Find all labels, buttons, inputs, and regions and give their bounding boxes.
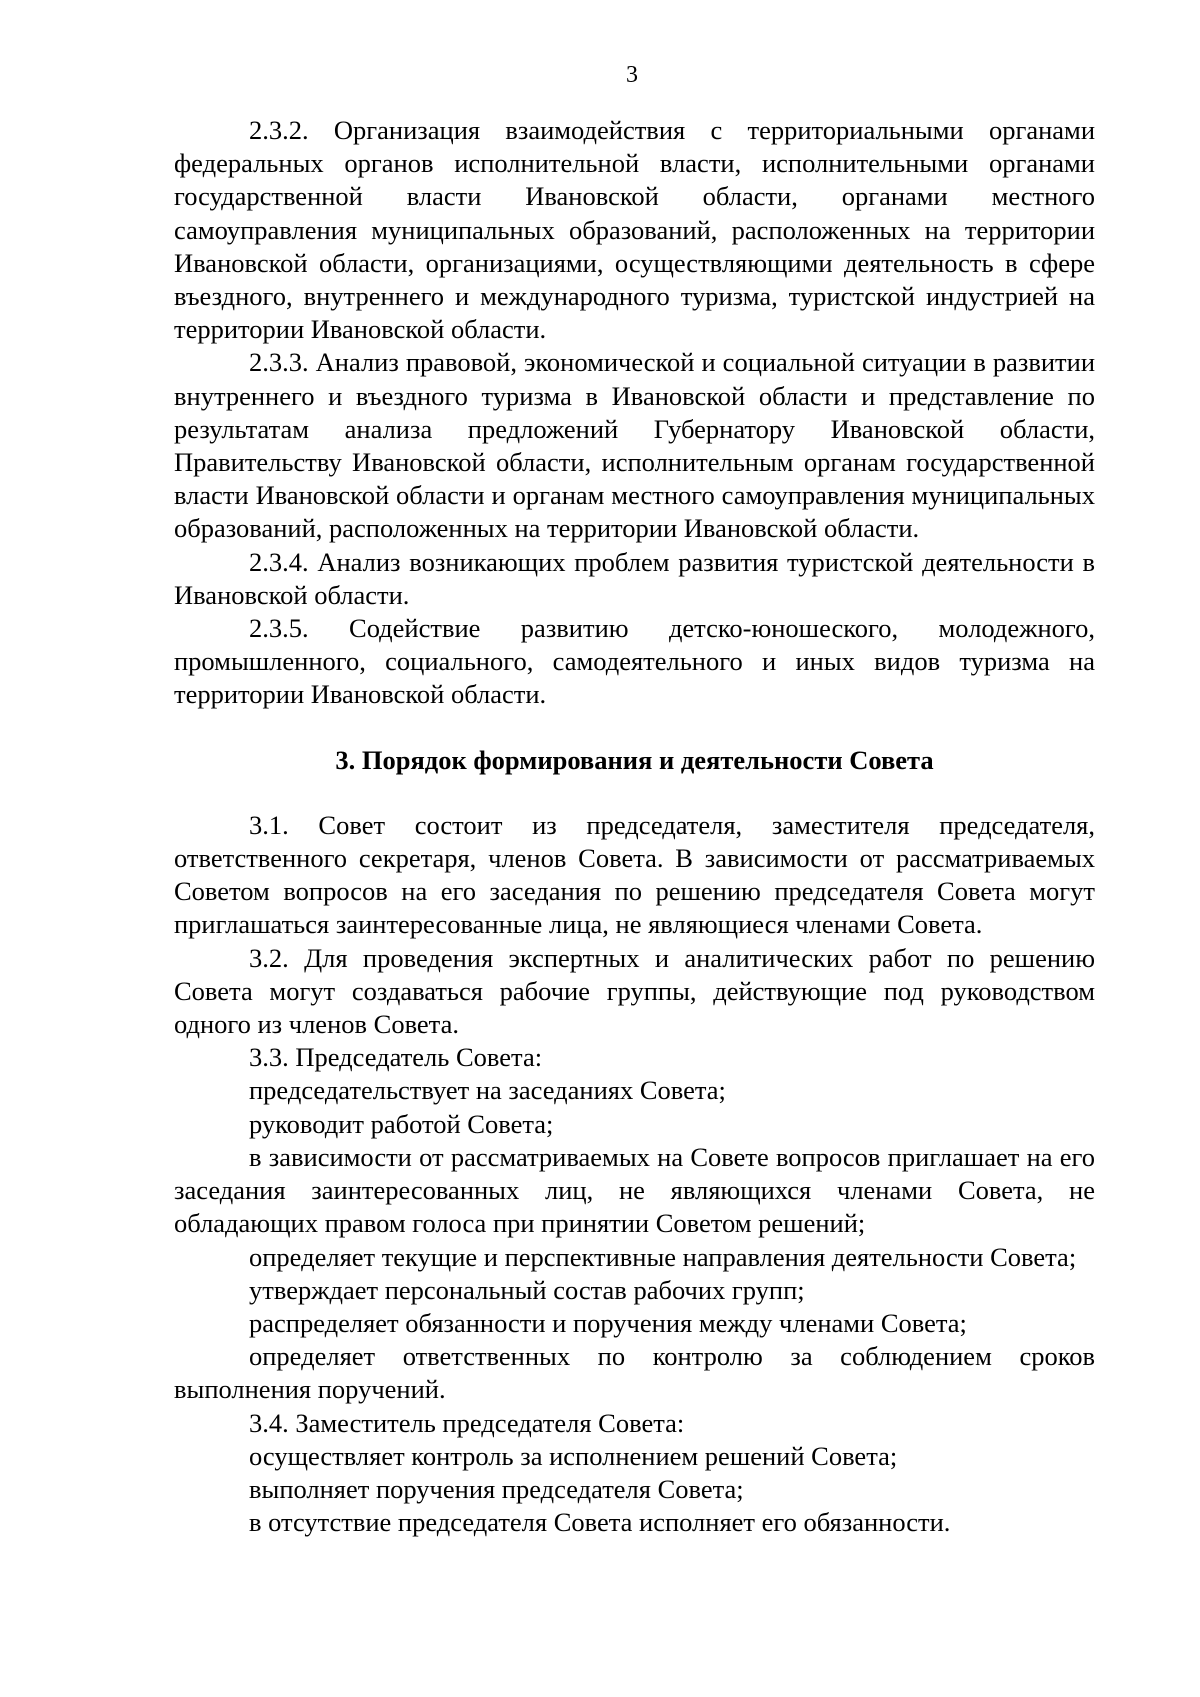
document-body <box>174 114 1095 1539</box>
page-number: 3 <box>626 62 638 88</box>
paragraph-3-3: 3.3. Председатель Совета: <box>249 1042 543 1073</box>
paragraph-3-4: 3.4. Заместитель председателя Совета: <box>249 1407 685 1438</box>
chair-duty-item: утверждает персональный состав рабочих групп; <box>249 1274 805 1305</box>
section-3-heading: 3. Порядок формирования и деятельности Совета <box>335 744 934 775</box>
deputy-duty-item: выполняет поручения председателя Совета; <box>249 1473 744 1504</box>
paragraph-3-1: 3.1. Совет состоит из председателя, заместителя председателя, ответственного секретаря, членов Совета. В зависимости от рассматриваемых Советом вопросов на его заседания по решению председателя Совета могут приглашаться заинтересованные лица, не являющиеся членами Совета. <box>174 809 1095 940</box>
paragraph-2-3-5: 2.3.5. Содействие развитию детско-юношеского, молодежного, промышленного, социального, самодеятельного и иных видов туризма на территории Ивановской области. <box>174 613 1095 710</box>
chair-duty-item: руководит работой Совета; <box>249 1108 554 1139</box>
chair-duty-item: определяет текущие и перспективные направления деятельности Совета; <box>249 1241 1077 1272</box>
paragraph-3-2: 3.2. Для проведения экспертных и аналитических работ по решению Совета могут создаваться рабочие группы, действующие под руководством одного из членов Совета. <box>174 942 1095 1040</box>
chair-duty-item: распределяет обязанности и поручения между членами Совета; <box>249 1307 967 1338</box>
chair-duty-item: определяет ответственных по контролю за соблюдением сроков выполнения поручений. <box>174 1341 1095 1405</box>
chair-duty-item: председательствует на заседаниях Совета; <box>249 1075 726 1106</box>
chair-duty-item: в зависимости от рассматриваемых на Совете вопросов приглашает на его заседания заинтересованных лиц, не являющихся членами Совета, не обладающих правом голоса при принятии Советом решений; <box>174 1141 1095 1239</box>
paragraph-2-3-3: 2.3.3. Анализ правовой, экономической и социальной ситуации в развитии внутреннего и въездного туризма в Ивановской области и представление по результатам анализа предложений Губернатору Ивановской области, Правительству Ивановской области, исполнительным органам государственной власти Ивановской области и органам местного самоуправления муниципальных образований, расположенных на территории Ивановской области. <box>174 347 1095 544</box>
deputy-duty-item: осуществляет контроль за исполнением решений Совета; <box>249 1440 898 1471</box>
deputy-duty-item: в отсутствие председателя Совета исполняет его обязанности. <box>249 1507 951 1538</box>
paragraph-2-3-2: 2.3.2. Организация взаимодействия с территориальными органами федеральных органов исполнительной власти, исполнительными органами государственной власти Ивановской области, органами местного самоуправления муниципальных образований, расположенных на территории Ивановской области, организациями, осуществляющими деятельность в сфере въездного, внутреннего и международного туризма, туристской индустрией на территории Ивановской области. <box>174 115 1095 345</box>
paragraph-2-3-4: 2.3.4. Анализ возникающих проблем развития туристской деятельности в Ивановской области. <box>174 546 1095 610</box>
